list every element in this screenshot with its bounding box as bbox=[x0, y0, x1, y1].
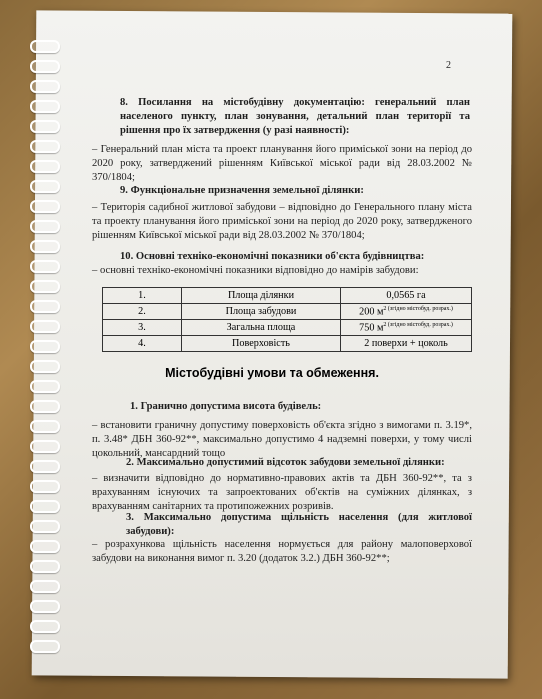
section-8-title: 8. Посилання на містобудівну документацію: генеральний план населеного пункту, план зонування, детальний план території та рішення про їх затвердження (у разі наявності): bbox=[120, 97, 470, 136]
condition-3-title: 3. Максимально допустима щільність населення (для житлової забудови): bbox=[126, 512, 472, 537]
binding-ring bbox=[30, 240, 60, 253]
binding-ring bbox=[30, 380, 60, 393]
value-text: 750 м bbox=[359, 322, 384, 334]
binding-ring bbox=[30, 440, 60, 453]
indicator-name: Площа ділянки bbox=[182, 288, 341, 304]
binding-ring bbox=[30, 140, 60, 153]
indicator-value bbox=[341, 320, 472, 336]
value-note: 2 (згідно містобуд. розрах.) bbox=[383, 305, 453, 312]
row-number: 3. bbox=[103, 320, 182, 336]
condition-2-title: 2. Максимально допустимий відсоток забудови земельної ділянки: bbox=[126, 457, 445, 468]
table-row bbox=[103, 320, 472, 336]
binding-ring bbox=[30, 200, 60, 213]
binding-ring bbox=[30, 80, 60, 93]
condition-3-text: – розрахункова щільність населення нормується для району малоповерхової забудови на виконання вимог п. 3.20 (додаток 3.2.) ДБН 360-92**; bbox=[92, 539, 472, 564]
table-row bbox=[103, 336, 472, 352]
section-8-text: – Генеральний план міста та проект планування його приміської зони на період до 2020 року, затверджений рішенням Київської міської ради від 28.03.2002 № 370/1804; bbox=[92, 144, 472, 183]
section-10-text: – основні техніко-економічні показники відповідно до намірів забудови: bbox=[92, 265, 419, 276]
table-row bbox=[103, 288, 472, 304]
binding-ring bbox=[30, 120, 60, 133]
binding-ring bbox=[30, 60, 60, 73]
binding-ring bbox=[30, 540, 60, 553]
row-number: 2. bbox=[103, 304, 182, 320]
condition-2-text: – визначити відповідно до нормативно-правових актів та ДБН 360-92**, та з врахуванням існуючих та запроектованих об'єктів на суміжних ділянках, з врахуванням санітарних та протипожежних розривів. bbox=[92, 473, 472, 512]
value-text: 0,0565 га bbox=[386, 290, 426, 301]
binding-ring bbox=[30, 100, 60, 113]
binding-ring bbox=[30, 460, 60, 473]
spiral-binding bbox=[30, 40, 60, 680]
section-heading: Містобудівні умови та обмеження. bbox=[165, 366, 379, 380]
binding-ring bbox=[30, 320, 60, 333]
value-text: 2 поверхи + цоколь bbox=[364, 338, 448, 349]
table-row bbox=[103, 304, 472, 320]
indicators-table bbox=[102, 287, 472, 352]
row-number: 4. bbox=[103, 336, 182, 352]
row-number: 1. bbox=[103, 288, 182, 304]
page-number: 2 bbox=[446, 60, 451, 71]
binding-ring bbox=[30, 580, 60, 593]
value-note: 2 (згідно містобуд. розрах.) bbox=[383, 321, 453, 328]
indicator-value bbox=[341, 304, 472, 320]
value-text: 200 м bbox=[359, 306, 384, 318]
binding-ring bbox=[30, 560, 60, 573]
binding-ring bbox=[30, 480, 60, 493]
binding-ring bbox=[30, 300, 60, 313]
binding-ring bbox=[30, 640, 60, 653]
binding-ring bbox=[30, 220, 60, 233]
indicator-name: Поверховість bbox=[182, 336, 341, 352]
condition-1-title: 1. Гранично допустима висота будівель: bbox=[130, 401, 322, 412]
binding-ring bbox=[30, 160, 60, 173]
binding-ring bbox=[30, 260, 60, 273]
binding-ring bbox=[30, 420, 60, 433]
binding-ring bbox=[30, 400, 60, 413]
binding-ring bbox=[30, 280, 60, 293]
indicator-value bbox=[341, 336, 472, 352]
binding-ring bbox=[30, 620, 60, 633]
indicator-name: Площа забудови bbox=[182, 304, 341, 320]
binding-ring bbox=[30, 520, 60, 533]
indicator-value bbox=[341, 288, 472, 304]
indicator-name: Загальна площа bbox=[182, 320, 341, 336]
binding-ring bbox=[30, 360, 60, 373]
binding-ring bbox=[30, 340, 60, 353]
section-9-text: – Територія садибної житлової забудови – відповідно до Генерального плану міста та проекту планування його приміської зони на період до 2020 року, затвердженого рішенням Київської міської ради від 28.03.2002 № 370/1804; bbox=[92, 202, 472, 241]
binding-ring bbox=[30, 40, 60, 53]
section-9-title: 9. Функціональне призначення земельної ділянки: bbox=[120, 185, 364, 196]
binding-ring bbox=[30, 500, 60, 513]
condition-1-text: – встановити граничну допустиму поверховість об'єкта згідно з вимогами п. 3.19*, п. 3.48* ДБН 360-92**, максимально допустимо 4 надземні поверхи, у тому числі цокольний, мансардний тощо bbox=[92, 420, 472, 459]
binding-ring bbox=[30, 180, 60, 193]
section-10-title: 10. Основні техніко-економічні показники об'єкта будівництва: bbox=[120, 251, 425, 262]
binding-ring bbox=[30, 600, 60, 613]
